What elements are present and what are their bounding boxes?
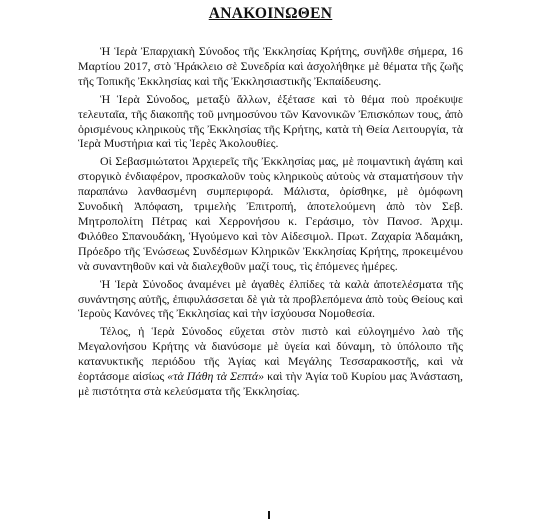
document-page xyxy=(78,0,463,402)
document-title: ΑΝΑΚΟΙΝΩΘΕΝ xyxy=(208,5,333,22)
paragraph-committee: Οἱ Σεβασμιώτατοι Ἀρχιερεῖς τῆς Ἐκκλησίας μας, μὲ ποιμαντικὴ ἀγάπη καὶ στοργικὸ ἐνδιαφέρον, προσκαλοῦν τοὺς κληρικοὺς αὐτοὺς νὰ σταματήσουν τὴν παραπάνω λανθασμένη συμπεριφορά. Μάλιστα, ὁρίσθηκε, μὲ ὁμόφωνη Συνοδικὴ Ἀπόφαση, τριμελὴς Ἐπιτροπή, ἀποτελούμενη ἀπὸ τὸν Σεβ. Μητροπολίτη Πέτρας καὶ Χερρονήσου κ. Γεράσιμο, τὸν Πανοσ. Ἀρχιμ. Φιλόθεο Σπανουδάκη, Ἡγούμενο καὶ τὸν Αἰδεσιμολ. Πρωτ. Ζαχαρία Ἀδαμάκη, Πρόεδρο τῆς Ἑνώσεως Συνδέσμων Κληρικῶν Ἐκκλησίας Κρήτης, προκειμένου νὰ συναντηθοῦν καὶ νὰ διαλεχθοῦν μαζί τους, τὶς ἑπόμενες ἡμέρες. xyxy=(78,154,463,273)
paragraph-commemoration-issue: Ἡ Ἱερὰ Σύνοδος, μεταξὺ ἄλλων, ἐξέτασε καὶ τὸ θέμα ποὺ προέκυψε τελευταῖα, τῆς διακοπῆς τοῦ μνημοσύνου τῶν Κανονικῶν Ἐπισκόπων τους, ἀπὸ ὁρισμένους κληρικοὺς τῆς Ἐκκλησίας τῆς Κρήτης, κατὰ τὴ Θεία Λειτουργία, τὰ Ἱερὰ Μυστήρια καὶ τὶς Ἱερὲς Ἀκολουθίες. xyxy=(78,91,463,151)
closing-text-after: καὶ τὴν Ἁγία τοῦ Κυρίου μας Ἀνάσταση, μὲ πιστότητα στὰ κελεύσματα τῆς Ἐκκλησίας. xyxy=(78,369,464,398)
paragraph-expectations: Ἡ Ἱερὰ Σύνοδος ἀναμένει μὲ ἀγαθὲς ἐλπίδες τὰ καλὰ ἀποτελέσματα τῆς συνάντησης αὐτῆς, ἐπιφυλάσσεται δὲ γιὰ τὰ προβλεπόμενα ἀπὸ τοὺς Θείους καὶ Ἱεροὺς Κανόνες τῆς Ἐκκλησίας καὶ τὴν ἰσχύουσα Νομοθεσία. xyxy=(78,276,463,321)
paragraph-closing-wishes xyxy=(78,324,463,399)
document-body xyxy=(78,44,463,399)
closing-emphasis: «τὰ Πάθη τὰ Σεπτά» xyxy=(167,369,265,384)
paragraph-session: Ἡ Ἱερὰ Ἐπαρχιακὴ Σύνοδος τῆς Ἐκκλησίας Κρήτης, συνῆλθε σήμερα, 16 Μαρτίου 2017, στὸ Ἡράκλειο σὲ Συνεδρία καὶ ἀσχολήθηκε μὲ θέματα τῆς ζωῆς τῆς Τοπικῆς Ἐκκλησίας καὶ τῆς Ἐκκλησιαστικῆς Ἐκπαίδευσης. xyxy=(78,44,463,88)
page-edge-mark xyxy=(268,511,270,519)
closing-text-before: Τέλος, ἡ Ἱερὰ Σύνοδος εὔχεται στὸν πιστὸ καὶ εὐλογημένο λαὸ τῆς Μεγαλονήσου Κρήτης νὰ διανύσομε μὲ ὑγεία καὶ δύναμη, τὸ ὑπόλοιπο τῆς κατανυκτικῆς περιόδου τῆς Ἁγίας καὶ Μεγάλης Τεσσαρακοστῆς, καὶ νὰ ἑορτάσομε αἰσίως xyxy=(78,324,463,384)
